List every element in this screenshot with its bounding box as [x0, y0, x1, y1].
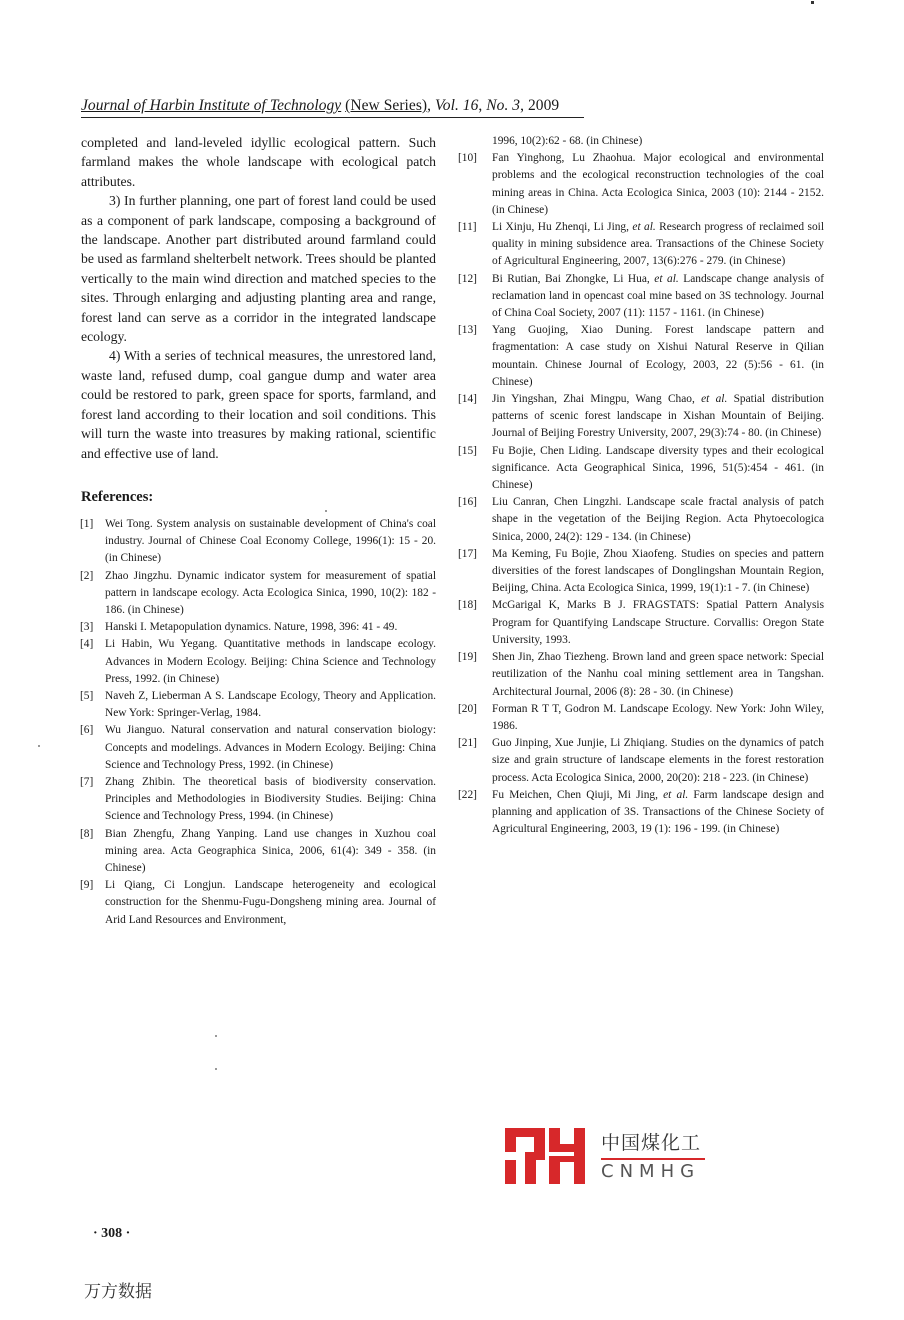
reference-item	[81, 568, 436, 620]
reference-number: [2]	[80, 569, 94, 582]
et-al: et al.	[654, 272, 679, 285]
reference-number: [6]	[80, 724, 94, 737]
reference-text: McGarigal K, Marks B J. FRAGSTATS: Spatial Pattern Analysis Program for Quantifying Landscape Structure. Corvallis: Oregon State University, 1993.	[492, 599, 824, 646]
scan-artifact-dot	[215, 1035, 217, 1037]
reference-text: Fan Yinghong, Lu Zhaohua. Major ecological and environmental problems and the ecological reconstruction technologies of the coal mining areas in China. Acta Ecologica Sinica, 2003 (10): 2144 - 2152. (in Chinese)	[492, 152, 824, 216]
logo-english-name: CNMHG	[601, 1161, 701, 1182]
reference-text: Shen Jin, Zhao Tiezheng. Brown land and green space network: Special reutilization of the Nanhu coal mining settlement area in Tangshan. Architectural Journal, 2006 (8): 28 - 30. (in Chinese)	[492, 651, 824, 698]
journal-title: Journal of Harbin Institute of Technology	[81, 97, 342, 114]
right-column	[458, 133, 825, 838]
reference-number: [15]	[458, 444, 477, 457]
et-al: et al.	[701, 393, 728, 406]
et-al: et al.	[632, 221, 656, 234]
reference-continuation: 1996, 10(2):62 - 68. (in Chinese)	[492, 135, 643, 147]
reference-number: [10]	[458, 152, 477, 165]
reference-text: Li Habin, Wu Yegang. Quantitative methods in landscape ecology. Advances in Modern Ecology. Beijing: China Science and Technology Press, 1992. (in Chinese)	[105, 638, 436, 685]
journal-year: 2009	[527, 97, 560, 114]
reference-item	[458, 443, 824, 495]
reference-item	[458, 150, 824, 219]
reference-item	[81, 516, 436, 568]
reference-text: Ma Keming, Fu Bojie, Zhou Xiaofeng. Studies on species and pattern diversities of the forest landscapes of Donglingshan Mountain Region, Beijing, China. Acta Ecologica Sinica, 1999, 19(1):1 - 7. (in Chinese)	[492, 547, 824, 595]
reference-text: Wu Jianguo. Natural conservation and natural conservation biology: Concepts and modelings. Advances in Modern Ecology. Beijing: China Science and Technology Press, 1992. (in Chinese)	[105, 724, 436, 771]
reference-text: Guo Jinping, Xue Junjie, Li Zhiqiang. Studies on the dynamics of patch size and grain structure of landscape elements in the forest restoration process. Acta Ecologica Sinica, 2000, 20(20): 218 - 223. (in Chinese)	[492, 737, 824, 784]
reference-text: Liu Canran, Chen Lingzhi. Landscape scale fractal analysis of patch shape in the vegetation of the Beijing Region. Acta Phytoecologica Sinica, 2000, 24(2): 129 - 134. (in Chinese)	[492, 496, 824, 543]
reference-item	[81, 877, 436, 929]
reference-number: [14]	[458, 393, 477, 406]
paragraph: 3) In further planning, one part of forest land could be used as a component of park landscape, composing a background of the landscape. Another part distributed around farmland could be used as farmland shelterbelt network. Trees should be planted vertically to the main wind direction and matched species to the sites. Through enlarging and adjusting planting area and range, forest land can serve as a corridor in the integrated landscape ecology.	[81, 193, 436, 345]
reference-text: Fu Meichen, Chen Qiuji, Mi Jing, et al. Farm landscape design and planning and application of 3S. Transactions of the Chinese Society of Agricultural Engineering, 2003, 19 (1): 196 - 199. (in Chinese)	[492, 788, 824, 836]
page-number: · 308 ·	[93, 1226, 131, 1241]
reference-text: Wei Tong. System analysis on sustainable development of China's coal industry. Journal of Chinese Coal Economy College, 1996(1): 15 - 20. (in Chinese)	[105, 517, 436, 565]
reference-number: [12]	[458, 272, 477, 285]
paragraph: completed and land-leveled idyllic ecological pattern. Such farmland makes the whole landscape with ecological patch attributes.	[81, 135, 436, 189]
left-column	[81, 133, 436, 929]
cnmhg-logo-mark-icon	[505, 1128, 595, 1184]
reference-number: [21]	[458, 737, 477, 750]
reference-number: [8]	[80, 827, 94, 840]
scan-artifact-dot	[38, 745, 40, 747]
running-header: Journal of Harbin Institute of Technology (New Series), Vol. 16, No. 3, 2009	[81, 96, 584, 118]
reference-number: [22]	[458, 788, 477, 801]
logo-divider	[601, 1158, 705, 1160]
et-al: et al.	[663, 788, 689, 801]
reference-text: Li Xinju, Hu Zhenqi, Li Jing, et al. Research progress of reclaimed soil quality in mining subsidence area. Transactions of the Chinese Society of Agricultural Engineering, 2007, 13(6):276 - 279. (in Chinese)	[492, 221, 825, 268]
reference-text: Hanski I. Metapopulation dynamics. Nature, 1998, 396: 41 - 49.	[105, 621, 398, 634]
reference-text: Zhao Jingzhu. Dynamic indicator system for measurement of spatial pattern in landscape ecology. Acta Ecologica Sinica, 1990, 10(2): 182 - 186. (in Chinese)	[105, 569, 436, 616]
logo-chinese-name: 中国煤化工	[601, 1132, 702, 1154]
paragraph: 4) With a series of technical measures, the unrestored land, waste land, refused dump, coal gangue dump and water area could be restored to park, green space for sports, farmland, and forest land according to their location and soil conditions. This will turn the waste into treasures by making rational, scientific and effective use of land.	[81, 348, 436, 461]
reference-number: [5]	[80, 689, 94, 702]
reference-list-left	[81, 516, 436, 929]
reference-text: Yang Guojing, Xiao Duning. Forest landscape pattern and fragmentation: A case study on Xishui Natural Reserve in Qilian mountain. Chinese Journal of Ecology, 2003, 22 (5):56 - 61. (in Chinese)	[492, 324, 824, 388]
reference-item	[81, 619, 436, 636]
reference-item	[458, 219, 825, 271]
reference-text: Bi Rutian, Bai Zhongke, Li Hua, et al. Landscape change analysis of reclamation land in opencast coal mine based on 3S technology. Journal of China Coal Society, 2007 (11): 1157 - 1161. (in Chinese)	[492, 272, 825, 320]
reference-item	[458, 391, 825, 443]
reference-number: [1]	[80, 517, 94, 530]
reference-number: [16]	[458, 496, 477, 509]
reference-item	[81, 688, 436, 722]
reference-item	[81, 826, 436, 878]
reference-item	[81, 774, 436, 826]
reference-number: [3]	[80, 621, 94, 634]
reference-number: [20]	[458, 702, 477, 715]
scan-artifact-dot	[811, 1, 814, 4]
reference-number: [11]	[458, 221, 477, 234]
scan-artifact-dot	[325, 510, 327, 512]
body-text	[81, 133, 436, 463]
reference-item	[458, 322, 824, 391]
reference-item	[458, 735, 824, 787]
reference-text: Zhang Zhibin. The theoretical basis of biodiversity conservation. Principles and Methodologies in Biodiversity Studies. Beijing: China Science and Technology Press, 1994. (in Chinese)	[105, 775, 436, 823]
reference-number: [13]	[458, 324, 477, 337]
reference-text: Forman R T T, Godron M. Landscape Ecology. New York: John Wiley, 1986.	[492, 702, 824, 732]
reference-text: Naveh Z, Lieberman A S. Landscape Ecology, Theory and Application. New York: Springer-Verlag, 1984.	[105, 689, 436, 720]
reference-text: Fu Bojie, Chen Liding. Landscape diversity types and their ecological significance. Acta Geographical Sinica, 1996, 51(5):454 - 461. (in Chinese)	[492, 444, 824, 492]
watermark: 万方数据	[84, 1282, 152, 1302]
journal-volume: Vol. 16	[434, 97, 479, 114]
reference-item	[458, 597, 824, 649]
reference-item	[458, 701, 824, 735]
reference-number: [19]	[458, 651, 477, 664]
references-heading: References:	[81, 488, 154, 505]
reference-item	[458, 494, 824, 546]
reference-text: Jin Yingshan, Zhai Mingpu, Wang Chao, et al. Spatial distribution patterns of scenic forest landscape in Xishan Mountain of Beijing. Journal of Beijing Forestry University, 2007, 29(3):74 - 80. (in Chinese)	[492, 393, 825, 440]
reference-item	[458, 546, 824, 598]
reference-item	[81, 636, 436, 688]
journal-number: No. 3	[486, 97, 521, 114]
reference-item	[458, 271, 825, 323]
reference-number: [18]	[458, 599, 477, 612]
reference-number: [9]	[80, 879, 94, 892]
reference-number: [17]	[458, 547, 477, 560]
reference-item	[81, 722, 436, 774]
reference-text: Bian Zhengfu, Zhang Yanping. Land use changes in Xuzhou coal mining area. Acta Geographica Sinica, 2006, 61(4): 349 - 358. (in Chinese)	[105, 827, 436, 874]
reference-number: [4]	[80, 638, 94, 651]
reference-number: [7]	[80, 775, 94, 788]
journal-series: (New Series)	[345, 97, 428, 114]
scan-artifact-dot	[215, 1068, 217, 1070]
reference-item	[458, 787, 824, 839]
cnmhg-logo	[505, 1128, 715, 1184]
reference-item	[458, 649, 824, 701]
reference-text: Li Qiang, Ci Longjun. Landscape heterogeneity and ecological construction for the Shenmu-Fugu-Dongsheng mining area. Journal of Arid Land Resources and Environment,	[105, 879, 436, 926]
